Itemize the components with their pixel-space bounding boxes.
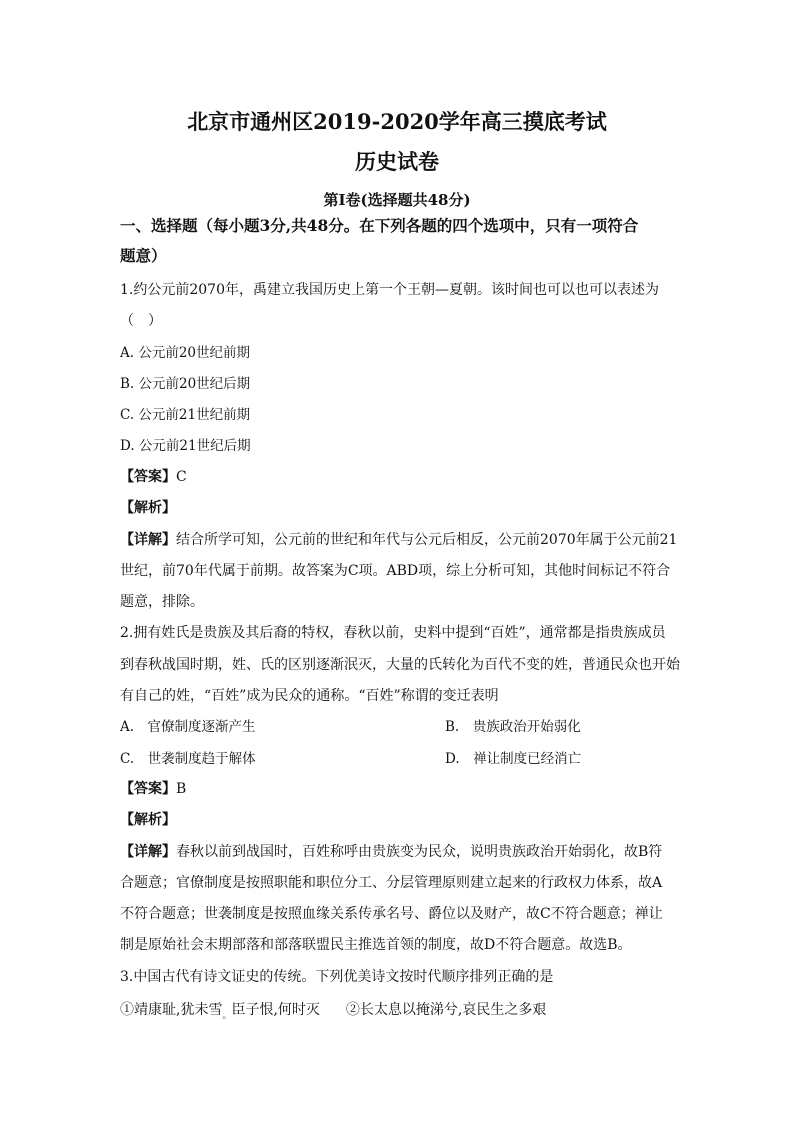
detail-text: 春秋以前到战国时，百姓称呼由贵族变为民众，说明贵族政治开始弱化，故B符 [176, 844, 663, 860]
poem-1-part-1: ①靖康耻,犹未雪 [120, 1002, 223, 1018]
section-instruction-line-1: 一、选择题（每小题3分,共48分。在下列各题的四个选项中，只有一项符合 [120, 216, 639, 235]
q1-option-b: B. 公元前20世纪后期 [120, 376, 251, 392]
q1-detail-line-1 [120, 530, 680, 550]
q2-detail-line-1 [120, 842, 680, 862]
q2-stem-line-3: 有自己的姓，“百姓”成为民众的通称。“百姓”称谓的变迁表明 [120, 688, 499, 704]
q3-stem-line-1: 3.中国古代有诗文证史的传统。下列优美诗文按时代顺序排列正确的是 [120, 969, 554, 985]
poem-2: ②长太息以掩涕兮,哀民生之多艰 [345, 1002, 547, 1018]
answer-label: 【答案】 [120, 781, 176, 797]
exam-subject: 历史试卷 [355, 149, 439, 174]
q1-stem-line-1: 1.约公元前2070年，禹建立我国历史上第一个王朝—夏朝。该时间也可以也可以表述为 [120, 282, 659, 298]
analysis-label: 【解析】 [120, 812, 176, 828]
q2-stem-line-2: 到春秋战国时期，姓、氏的区别逐渐泯灭，大量的氏转化为百代不变的姓，普通民众也开始 [120, 657, 680, 673]
q1-option-d: D. 公元前21世纪后期 [120, 438, 251, 454]
q1-answer [120, 467, 680, 487]
q1-option-c: C. 公元前21世纪前期 [120, 407, 251, 423]
section-instruction-line-2: 题意） [120, 246, 167, 265]
q2-option-d: D. 禅让制度已经消亡 [445, 751, 582, 767]
exam-title: 北京市通州区2019-2020学年高三摸底考试 [187, 109, 607, 134]
answer-value: C [176, 469, 187, 485]
q3-poem-line [120, 1000, 680, 1026]
q1-stem-line-2: （ ） [120, 313, 162, 329]
poem-1-punct: 。 [222, 1011, 232, 1021]
q1-analysis-label [120, 498, 680, 518]
q1-detail-line-2: 世纪，前70年代属于前期。故答案为C项。ABD项，综上分析可知，其他时间标记不符合 [120, 563, 671, 579]
q1-detail-line-3: 题意，排除。 [120, 594, 204, 610]
answer-value: B [176, 781, 187, 797]
q2-stem-line-1: 2.拥有姓氏是贵族及其后裔的特权，春秋以前，史料中提到“百姓”，通常都是指贵族成员 [120, 625, 666, 641]
q2-analysis-label [120, 810, 680, 830]
q2-option-a: A. 官僚制度逐渐产生 [120, 719, 256, 735]
detail-label: 【详解】 [120, 844, 176, 860]
analysis-label: 【解析】 [120, 500, 176, 516]
answer-label: 【答案】 [120, 469, 176, 485]
q2-option-c: C. 世袭制度趋于解体 [120, 751, 256, 767]
detail-label: 【详解】 [120, 532, 176, 548]
volume-heading: 第Ⅰ卷(选择题共48分) [323, 191, 471, 209]
q2-answer [120, 779, 680, 799]
q2-detail-line-4: 制是原始社会末期部落和部落联盟民主推选首领的制度，故D不符合题意。故选B。 [120, 937, 632, 953]
q1-option-a: A. 公元前20世纪前期 [120, 345, 251, 361]
poem-1-part-2: 臣子恨,何时灭 [231, 1002, 320, 1018]
q2-detail-line-2: 合题意；官僚制度是按照职能和职位分工、分层管理原则建立起来的行政权力体系，故A [120, 875, 663, 891]
detail-text: 结合所学可知，公元前的世纪和年代与公元后相反，公元前2070年属于公元前21 [176, 532, 678, 548]
q2-option-b: B. 贵族政治开始弱化 [445, 719, 581, 735]
q2-detail-line-3: 不符合题意；世袭制度是按照血缘关系传承名号、爵位以及财产，故C不符合题意；禅让 [120, 906, 663, 922]
